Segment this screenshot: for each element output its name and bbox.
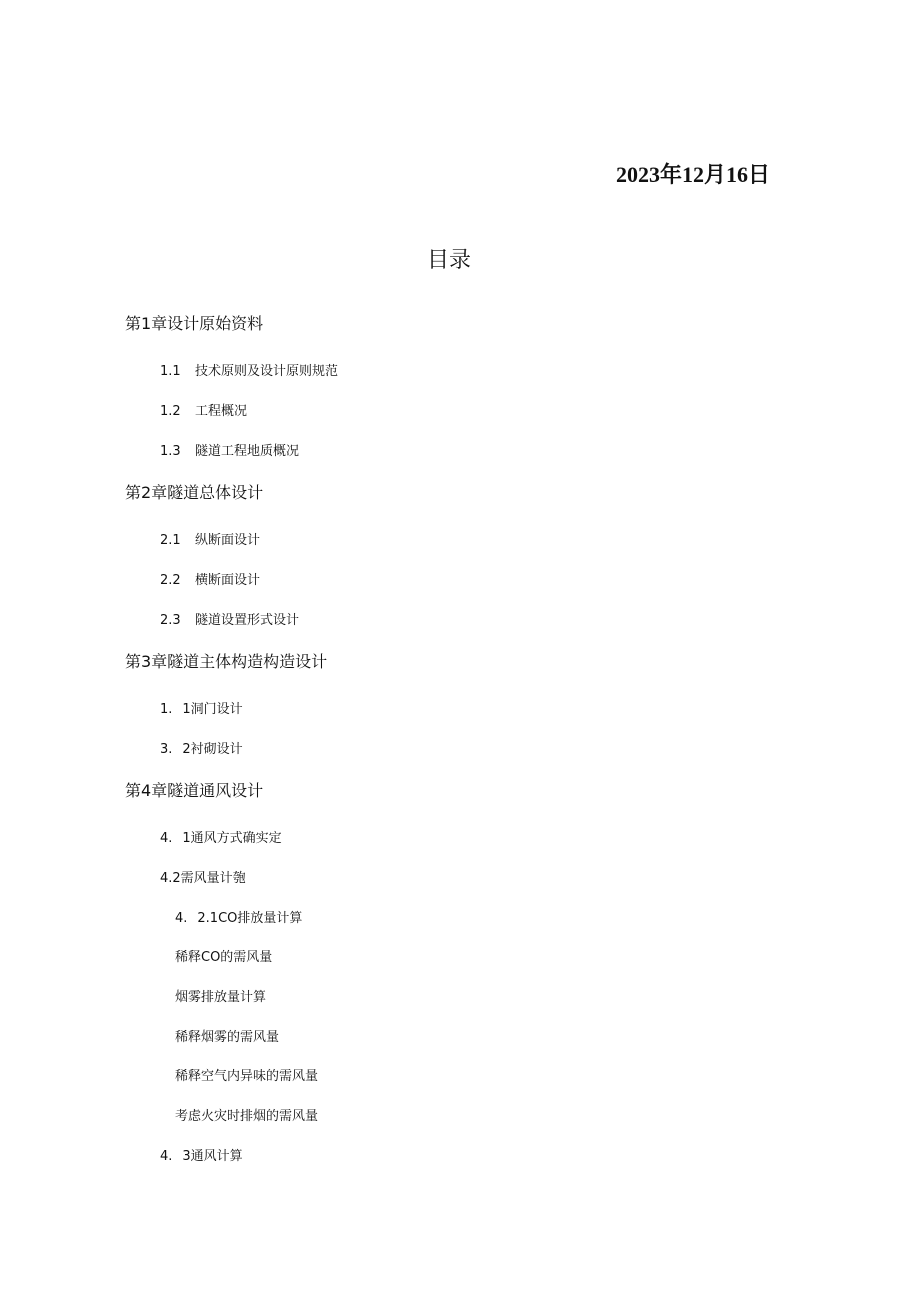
toc-subsection-4-2-1[interactable] <box>175 907 302 926</box>
toc-item-smoke-emission[interactable]: 烟雾排放量计算 <box>175 990 267 1005</box>
toc-section-number: 2.2 <box>160 573 181 588</box>
toc-section-3-2[interactable] <box>160 738 243 757</box>
toc-section-number: 1.2 <box>160 404 181 419</box>
toc-section-text: 1洞门设计 <box>182 702 243 717</box>
toc-section-text: 隧道设置形式设计 <box>195 613 300 628</box>
toc-section-4-3[interactable] <box>160 1145 243 1164</box>
toc-item-dilute-odor[interactable]: 稀释空气内异味的需风量 <box>175 1069 319 1084</box>
toc-section-text: 工程概况 <box>195 404 248 419</box>
toc-section-number: 2.3 <box>160 613 181 628</box>
toc-section-text: 2衬砌设计 <box>182 742 243 757</box>
toc-section-number: 1. <box>160 702 173 717</box>
toc-section-text: 纵断面设计 <box>195 533 261 548</box>
toc-chapter-1[interactable]: 第1章设计原始资料 <box>125 314 264 333</box>
toc-section-1-2[interactable] <box>160 400 247 419</box>
toc-section-1-1[interactable] <box>160 360 338 379</box>
cover-date: 2023年12月16日 <box>615 162 770 187</box>
toc-item-dilute-smoke[interactable]: 稀释烟雾的需风量 <box>175 1030 280 1045</box>
toc-section-2-1[interactable] <box>160 529 260 548</box>
toc-section-text: 隧道工程地质概况 <box>195 444 300 459</box>
toc-section-number: 4. <box>160 831 173 846</box>
toc-section-4-2[interactable]: 4.2需风量计匏 <box>160 871 246 886</box>
toc-section-2-2[interactable] <box>160 569 260 588</box>
toc-section-3-1[interactable] <box>160 698 243 717</box>
toc-section-4-1[interactable] <box>160 827 282 846</box>
toc-section-number: 3. <box>160 742 173 757</box>
toc-chapter-2[interactable]: 第2章隧道总体设计 <box>125 483 264 502</box>
toc-section-1-3[interactable] <box>160 440 299 459</box>
toc-section-text: 1通风方式确实定 <box>182 831 282 846</box>
toc-title: 目录 <box>426 248 471 273</box>
toc-item-dilute-co[interactable]: 稀释CO的需风量 <box>175 950 273 965</box>
toc-section-text: 横断面设计 <box>195 573 261 588</box>
toc-item-fire-smoke[interactable]: 考虑火灾时排烟的需风量 <box>175 1109 319 1124</box>
toc-chapter-3[interactable]: 第3章隧道主体构造构造设计 <box>125 652 328 671</box>
toc-section-number: 4. <box>160 1149 173 1164</box>
toc-section-number: 1.3 <box>160 444 181 459</box>
toc-section-number: 1.1 <box>160 364 181 379</box>
toc-section-number: 4. <box>175 911 188 926</box>
toc-chapter-4[interactable]: 第4章隧道通风设计 <box>125 781 264 800</box>
toc-section-2-3[interactable] <box>160 609 299 628</box>
toc-section-text: 技术原则及设计原则规范 <box>195 364 339 379</box>
toc-section-text: 2.1CO排放量计算 <box>197 911 303 926</box>
toc-section-text: 3通风计算 <box>182 1149 243 1164</box>
toc-section-number: 2.1 <box>160 533 181 548</box>
